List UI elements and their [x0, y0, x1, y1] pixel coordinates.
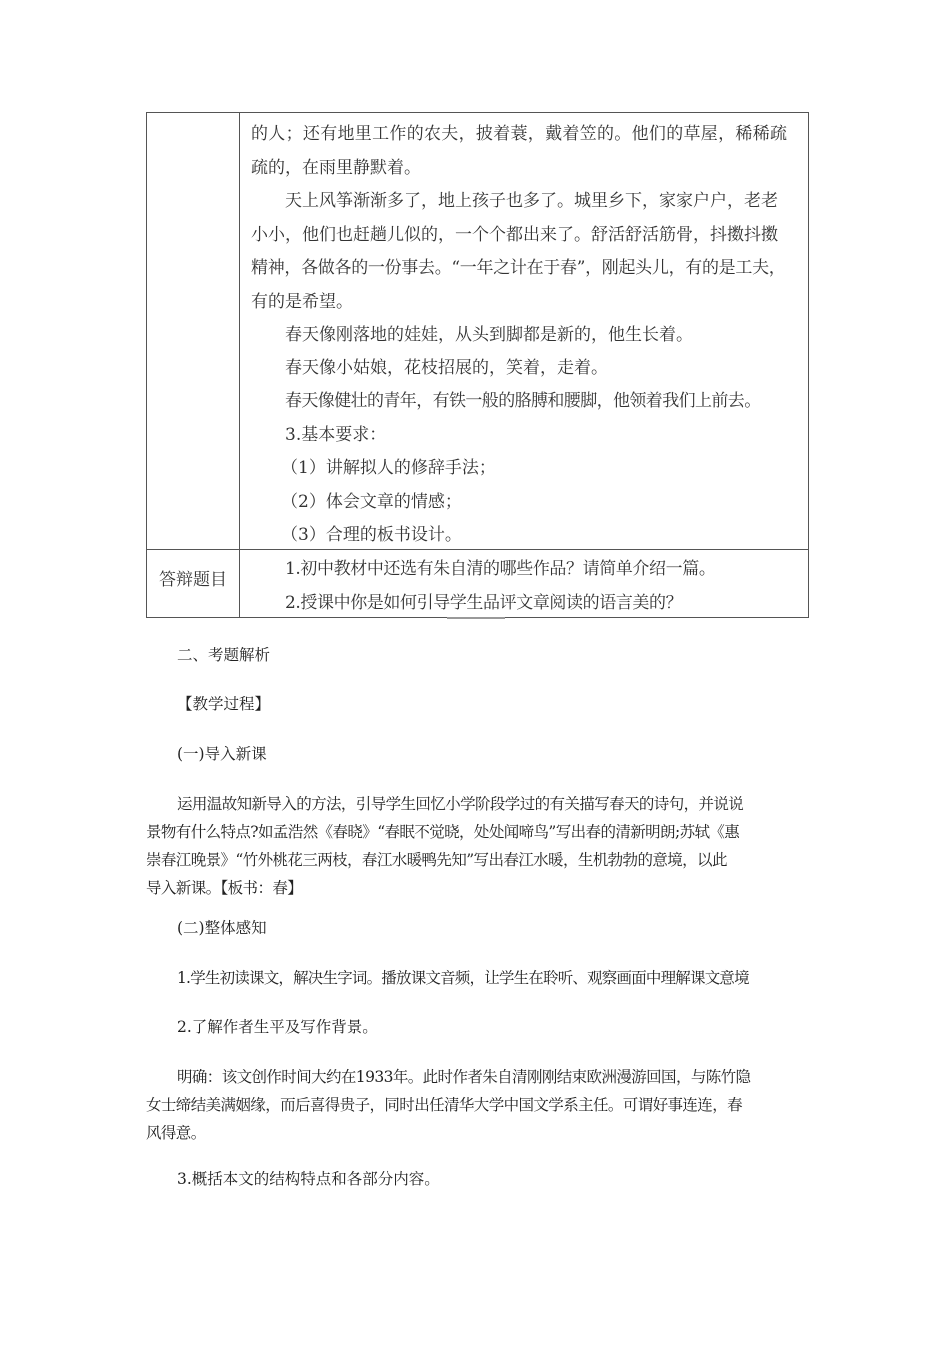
- content-line: 春天像刚落地的娃娃，从头到脚都是新的，他生长着。: [285, 325, 693, 345]
- content-line: （2）体会文章的情感；: [281, 492, 462, 512]
- item-3: 3.概括本文的结构特点和各部分内容。: [177, 1170, 440, 1188]
- item-1: 1.学生初读课文，解决生字词。播放课文音频，让学生在聆听、观察画面中理解课文意境: [177, 969, 749, 987]
- content-line: （1）讲解拟人的修辞手法；: [281, 458, 496, 478]
- section-title: 二、考题解析: [177, 646, 271, 664]
- step1-title: (一)导入新课: [177, 745, 267, 763]
- content-line: 3.基本要求：: [285, 425, 387, 445]
- content-line: 精神，各做各的一份事去。“一年之计在于春”，刚起头儿，有的是工夫，: [251, 258, 786, 278]
- paragraph-line: 崇春江晚景》“竹外桃花三两枝，春江水暖鸭先知”写出春江水暖，生机勃勃的意境，以此: [146, 851, 727, 869]
- content-line: 天上风筝渐渐多了，地上孩子也多了。城里乡下，家家户户，老老: [285, 191, 778, 211]
- content-line: 的人；还有地里工作的农夫，披着蓑，戴着笠的。他们的草屋，稀稀疏: [251, 124, 788, 144]
- process-title: 【教学过程】: [177, 695, 271, 713]
- content-line: 春天像小姑娘，花枝招展的，笑着，走着。: [285, 358, 608, 378]
- content-line: 小小，他们也赶趟儿似的，一个个都出来了。舒活舒活筋骨，抖擞抖擞: [251, 225, 778, 245]
- table-content-cell: [251, 113, 803, 549]
- content-line: 疏的，在雨里静默着。: [251, 158, 421, 178]
- content-table: [146, 112, 809, 618]
- paragraph-line: 女士缔结美满姻缘，而后喜得贵子，同时出任清华大学中国文学系主任。可谓好事连连，春: [146, 1096, 743, 1114]
- content-line: 有的是希望。: [251, 292, 353, 312]
- paragraph-line: 运用温故知新导入的方法，引导学生回忆小学阶段学过的有关描写春天的诗句，并说说: [177, 795, 744, 813]
- item-2: 2.了解作者生平及写作背景。: [177, 1018, 378, 1036]
- content-line: （3）合理的板书设计。: [281, 525, 462, 545]
- paragraph-line: 导入新课。【板书：春】: [146, 879, 303, 897]
- defense-question: 2.授课中你是如何引导学生品评文章阅读的语言美的？: [285, 593, 683, 613]
- defense-label: 答辩题目: [159, 570, 227, 590]
- content-line: 春天像健壮的青年，有铁一般的胳膊和腰脚，他领着我们上前去。: [285, 391, 761, 411]
- defense-question: 1.初中教材中还选有朱自清的哪些作品？请简单介绍一篇。: [285, 559, 716, 579]
- page-separator: [447, 617, 505, 619]
- paragraph-line: 景物有什么特点?如孟浩然《春晓》“春眠不觉晓，处处闻啼鸟”写出春的清新明朗;苏轼《惠: [146, 823, 740, 841]
- defense-cell: [251, 549, 803, 619]
- table-column-divider: [239, 113, 240, 617]
- step2-title: (二)整体感知: [177, 919, 267, 937]
- paragraph-line: 风得意。: [146, 1124, 206, 1142]
- step1-paragraph: [146, 790, 808, 902]
- paragraph-line: 明确：该文创作时间大约在1933年。此时作者朱自清刚刚结束欧洲漫游回国，与陈竹隐: [177, 1068, 751, 1086]
- clarify-paragraph: [146, 1063, 808, 1147]
